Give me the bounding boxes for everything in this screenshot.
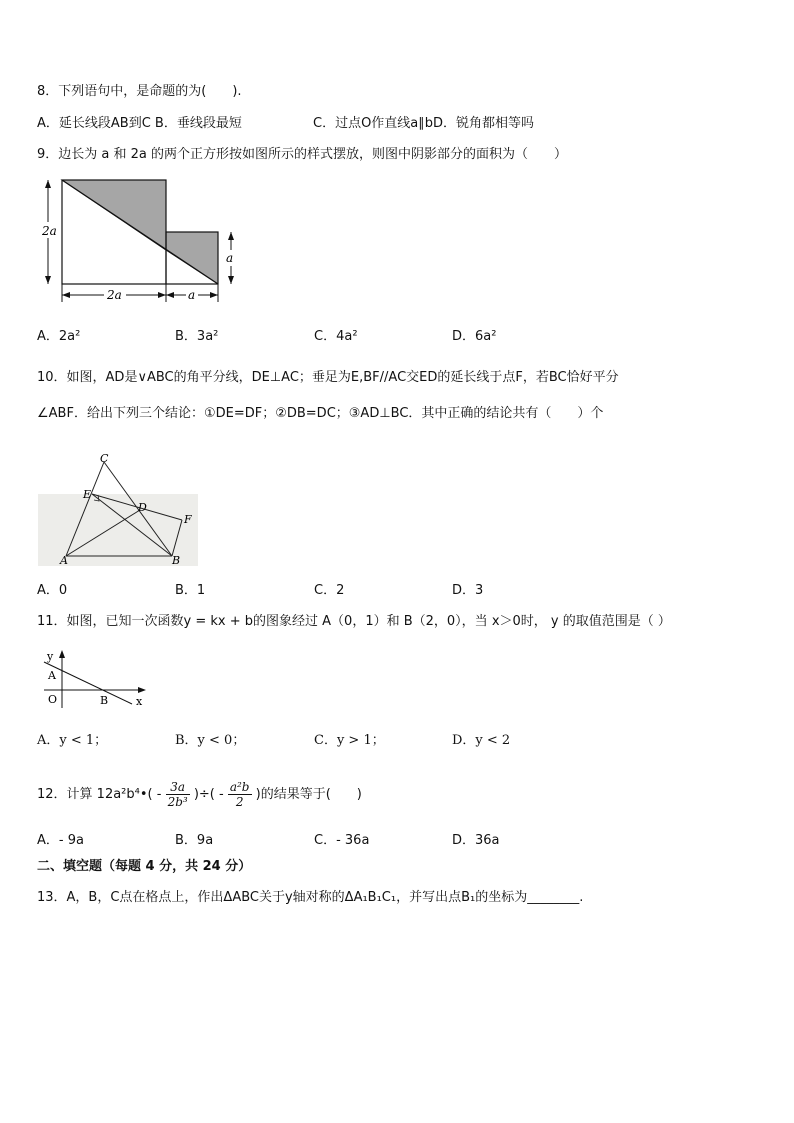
q12-stem-pre: 12．计算 12a²b⁴•( - xyxy=(37,787,162,802)
q8-stem: 8．下列语句中，是命题的为( ). xyxy=(37,84,242,99)
q11-option-c: C．y > 1； xyxy=(314,733,385,748)
q11-option-a: A．y < 1； xyxy=(37,733,108,748)
q11-figure xyxy=(38,648,158,710)
section-heading-fill-in: 二、填空题（每题 4 分，共 24 分） xyxy=(37,859,252,874)
q9-option-d: D．6a² xyxy=(452,329,497,344)
q9-label-bottom-left: 2a xyxy=(107,288,122,302)
q9-stem: 9．边长为 a 和 2a 的两个正方形按如图所示的样式摆放，则图中阴影部分的面积为（ ） xyxy=(37,147,568,162)
q9-option-c: C．4a² xyxy=(314,329,358,344)
q8-option-cd: C．过点O作直线a∥bD．锐角都相等吗 xyxy=(313,116,535,131)
q12-fraction-2-denominator: 2 xyxy=(235,795,244,809)
q11-label-o: O xyxy=(48,693,58,706)
q9-label-right: a xyxy=(226,251,234,265)
q10-option-d: D．3 xyxy=(452,583,484,598)
q11-label-y: y xyxy=(47,650,54,663)
q11-stem: 11．如图，已知一次函数y = kx + b的图象经过 A（0，1）和 B（2，0），当 x＞0时， y 的取值范围是（ ） xyxy=(37,614,671,629)
q10-line-1: 10．如图，AD是∨ABC的角平分线，DE⊥AC；垂足为E,BF//AC交ED的延长线于点F，若BC恰好平分 xyxy=(37,370,619,385)
q10-option-a: A．0 xyxy=(37,583,68,598)
q9-option-a: A．2a² xyxy=(37,329,81,344)
q10-label-e: E xyxy=(83,488,92,501)
q11-option-d: D．y < 2 xyxy=(452,733,511,748)
q10-line-2: ∠ABF．给出下列三个结论：①DE=DF；②DB=DC；③AD⊥BC．其中正确的结论共有（ ）个 xyxy=(37,406,604,421)
q12-fraction-1-denominator: 2b³ xyxy=(167,795,188,809)
q12-fraction-1 xyxy=(166,780,190,809)
q12-stem xyxy=(37,778,362,812)
q12-option-d: D．36a xyxy=(452,833,500,848)
q11-label-b: B xyxy=(100,694,109,707)
q10-figure xyxy=(38,454,198,566)
q12-fraction-2-numerator: a²b xyxy=(229,780,250,794)
q12-option-c: C．- 36a xyxy=(314,833,370,848)
q8-option-ab: A．延长线段AB到C B．垂线段最短 xyxy=(37,116,242,131)
q12-stem-post: )的结果等于( ) xyxy=(255,787,362,802)
q11-option-b: B．y < 0； xyxy=(175,733,246,748)
q9-figure xyxy=(38,172,278,312)
q9-label-left: 2a xyxy=(42,224,57,238)
q9-option-b: B．3a² xyxy=(175,329,219,344)
q12-fraction-1-numerator: 3a xyxy=(166,780,190,795)
q10-label-f: F xyxy=(184,513,192,526)
q10-option-b: B．1 xyxy=(175,583,206,598)
q10-label-b: B xyxy=(172,554,181,567)
q10-option-c: C．2 xyxy=(314,583,345,598)
q11-function-line xyxy=(44,662,132,704)
q12-option-b: B．9a xyxy=(175,833,214,848)
q9-label-bottom-right: a xyxy=(188,288,196,302)
q10-label-a: A xyxy=(60,554,68,567)
q12-fraction-2 xyxy=(228,780,252,809)
q12-stem-mid: )÷( - xyxy=(193,787,224,802)
q11-label-a: A xyxy=(48,669,56,682)
q11-label-x: x xyxy=(136,695,143,708)
q12-option-a: A．- 9a xyxy=(37,833,84,848)
q10-label-d: D xyxy=(138,501,147,514)
q13-stem: 13．A，B，C点在格点上，作出ΔABC关于y轴对称的ΔA₁B₁C₁，并写出点B₁的坐标为________. xyxy=(37,890,584,905)
q10-label-c: C xyxy=(100,452,109,465)
q9-shade-small xyxy=(166,232,218,284)
